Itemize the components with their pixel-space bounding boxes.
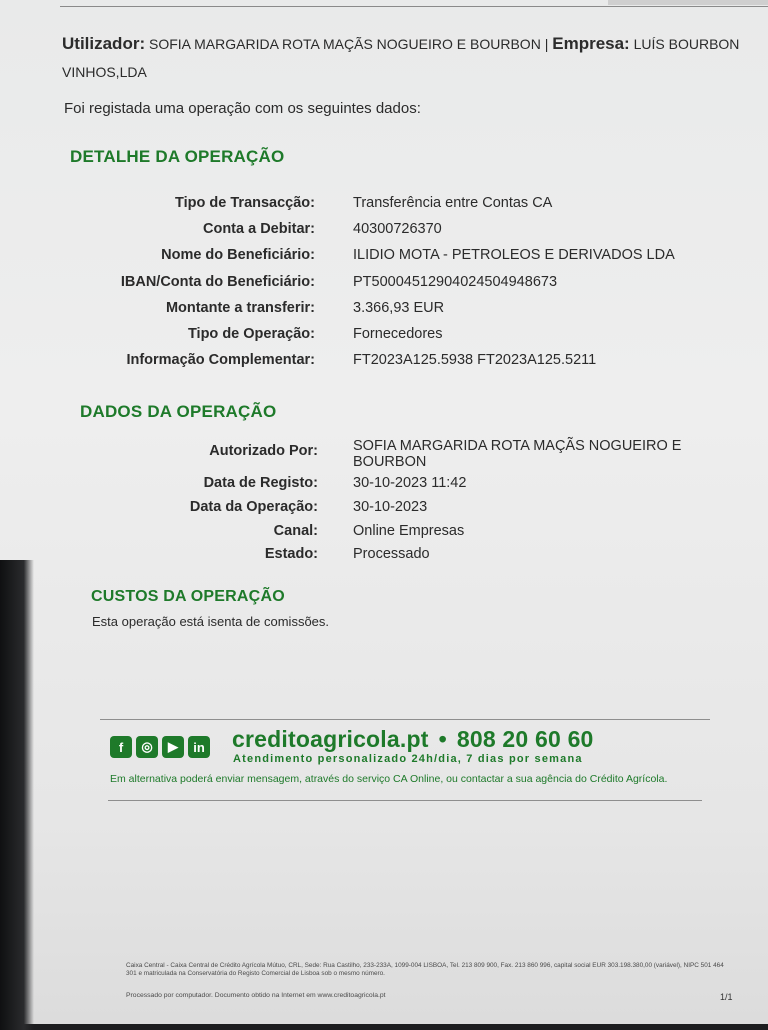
instagram-icon[interactable]: ◎ — [136, 736, 158, 758]
company-label: Empresa: — [552, 34, 630, 53]
social-icons — [110, 736, 210, 758]
top-divider — [60, 6, 768, 7]
detail-row — [0, 352, 768, 372]
footer-divider-top — [100, 719, 710, 720]
youtube-icon[interactable]: ▶ — [162, 736, 184, 758]
phone-number[interactable]: 808 20 60 60 — [456, 726, 594, 752]
detail-label: Conta a Debitar: — [203, 221, 315, 237]
detail-value: ILIDIO MOTA - PETROLEOS E DERIVADOS LDA — [353, 247, 675, 263]
intro-text: Foi registada uma operação com os seguintes dados: — [64, 100, 421, 117]
operation-row — [0, 475, 768, 495]
detail-label: IBAN/Conta do Beneficiário: — [120, 274, 315, 290]
alternative-contact-text: Em alternativa poderá enviar mensagem, através do serviço CA Online, ou contactar a sua agência do Crédito Agrícola. — [110, 773, 668, 785]
company-name: LUÍS BOURBON VINHOS,LDA — [62, 36, 740, 80]
user-name: SOFIA MARGARIDA ROTA MAÇÃS NOGUEIRO E BOURBON — [149, 36, 541, 52]
authorized-label: Autorizado Por: — [209, 443, 318, 459]
detail-row — [0, 326, 768, 346]
detail-row — [0, 247, 768, 267]
detail-value: FT2023A125.5938 FT2023A125.5211 — [353, 352, 597, 368]
detail-label: Tipo de Transacção: — [175, 195, 315, 211]
operation-label: Canal: — [273, 523, 318, 539]
detail-row — [0, 221, 768, 241]
bullet-separator: • — [438, 726, 447, 752]
section-title-dados: DADOS DA OPERAÇÃO — [80, 402, 277, 421]
operation-row — [0, 523, 768, 543]
detail-value: 40300726370 — [353, 221, 442, 237]
operation-value: Processado — [353, 546, 430, 562]
operation-label: Data da Operação: — [189, 499, 318, 515]
monitor-bezel — [0, 560, 34, 1030]
top-edge — [608, 0, 768, 5]
detail-label: Montante a transferir: — [165, 300, 315, 316]
detail-label: Nome do Beneficiário: — [161, 247, 315, 263]
user-company-line — [62, 30, 752, 86]
operation-label: Data de Registo: — [203, 475, 318, 491]
header-separator: | — [544, 36, 549, 52]
footer-divider-bottom — [108, 800, 702, 801]
operation-value: 30-10-2023 11:42 — [353, 475, 467, 491]
operation-row — [0, 546, 768, 566]
detail-row — [0, 195, 768, 215]
commission-note: Esta operação está isenta de comissões. — [92, 614, 330, 629]
operation-label: Estado: — [264, 546, 318, 562]
detail-label: Tipo de Operação: — [187, 326, 315, 342]
page-number: 1/1 — [720, 992, 733, 1002]
legal-notice: Caixa Central - Caixa Central de Crédito Agrícola Mútuo, CRL, Sede: Rua Castilho, 233-233A, 1099-004 LISBOA, Tel. 213 809 900, Fax. 213 860 996, capital social EUR 303.198.380,00 (variável), NIPC 501 464 301 e matriculada na Conservatória do Registo Comercial de Lisboa sob o mesmo número. — [126, 962, 724, 977]
linkedin-icon[interactable]: in — [188, 736, 210, 758]
detail-value: PT50004512904024504948673 — [353, 274, 558, 290]
website-link[interactable]: creditoagricola.pt — [232, 726, 429, 752]
operation-value: Online Empresas — [353, 523, 465, 539]
authorized-row — [0, 438, 768, 472]
detail-row — [0, 300, 768, 320]
operation-value: 30-10-2023 — [353, 499, 428, 515]
detail-value: 3.366,93 EUR — [353, 300, 445, 316]
facebook-icon[interactable]: f — [110, 736, 132, 758]
operation-row — [0, 499, 768, 519]
authorized-value-line1: SOFIA MARGARIDA ROTA MAÇÃS NOGUEIRO E — [353, 438, 682, 454]
brand-line — [232, 726, 594, 753]
detail-row — [0, 274, 768, 294]
section-title-custos: CUSTOS DA OPERAÇÃO — [91, 588, 285, 605]
detail-value: Fornecedores — [353, 326, 443, 342]
processed-notice: Processado por computador. Documento obtido na Internet em www.creditoagricola.pt — [126, 992, 386, 999]
section-title-detalhe: DETALHE DA OPERAÇÃO — [70, 147, 285, 166]
detail-label: Informação Complementar: — [126, 352, 315, 368]
detail-value: Transferência entre Contas CA — [353, 195, 553, 211]
authorized-value-line2: BOURBON — [353, 454, 427, 470]
user-label: Utilizador: — [62, 34, 146, 53]
support-tagline: Atendimento personalizado 24h/dia, 7 dias por semana — [233, 753, 583, 765]
